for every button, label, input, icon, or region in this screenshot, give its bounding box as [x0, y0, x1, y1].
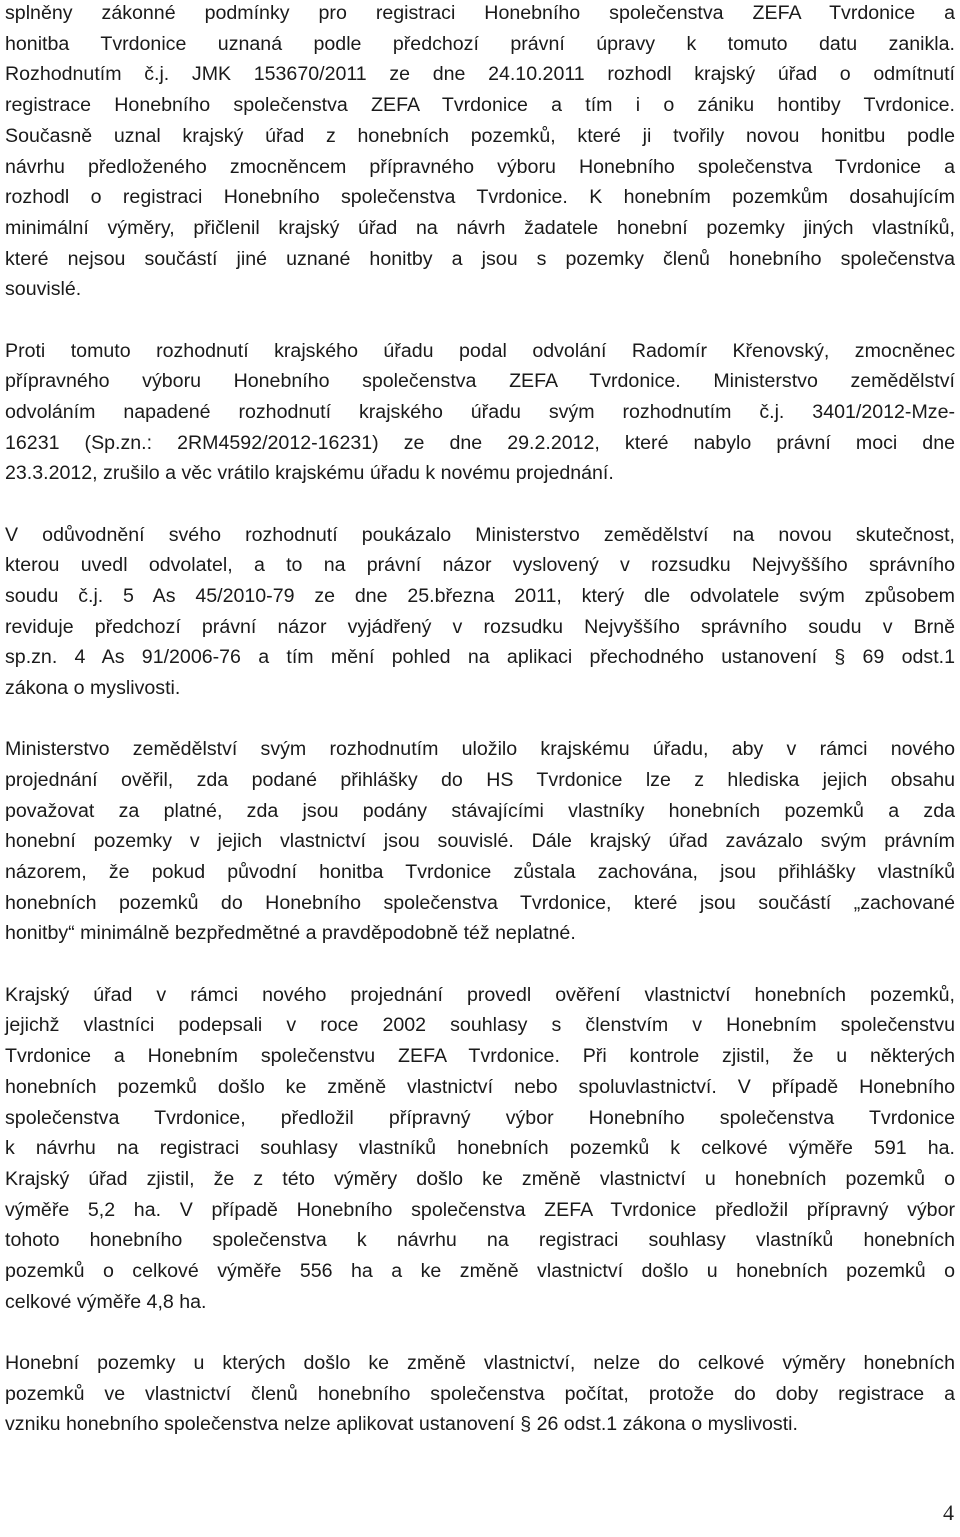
paragraph-spacer: [5, 305, 955, 336]
document-page: [5, 0, 955, 1440]
text-line: 23.3.2012, zrušilo a věc vrátilo krajskému úřadu k novému projednání.: [5, 462, 614, 485]
text-line: přípravného výboru Honebního společenstva ZEFA Tvrdonice. Ministerstvo zemědělství: [5, 370, 955, 393]
paragraph-spacer: [5, 704, 955, 735]
text-line: výměře 5,2 ha. V případě Honebního společenstva ZEFA Tvrdonice předložil přípravný výbor: [5, 1198, 955, 1221]
page-number: 4: [943, 1500, 954, 1525]
paragraph-ministry-instructions: [5, 734, 955, 949]
paragraph-conclusion: [5, 1348, 955, 1440]
text-line: celkové výměře 4,8 ha.: [5, 1290, 207, 1313]
paragraph-spacer: [5, 1317, 955, 1348]
text-line: honebních pozemků do Honebního společenstva Tvrdonice, které jsou součástí „zachované: [5, 891, 955, 914]
text-line: návrhu předloženého zmocněncem přípravného výboru Honebního společenstva Tvrdonice a: [5, 155, 955, 178]
text-line: honebních pozemků došlo ke změně vlastnictví nebo spoluvlastnictví. V případě Honebního: [5, 1075, 955, 1098]
text-line: vzniku honebního společenstva nelze aplikovat ustanovení § 26 odst.1 zákona o myslivosti.: [5, 1413, 798, 1436]
text-line: honební pozemky v jejich vlastnictví jsou souvislé. Dále krajský úřad zavázalo svým právním: [5, 830, 955, 853]
text-line: jejichž vlastníci podepsali v roce 2002 souhlasy s členstvím v Honebním společenstvu: [5, 1014, 955, 1037]
text-line: které nejsou součástí jiné uznané honitby a jsou s pozemky členů honebního společenstva: [5, 247, 955, 270]
paragraph-appeal: [5, 336, 955, 490]
text-line: považovat za platné, zda jsou podány stávajícími vlastníky honebních pozemků a zda: [5, 799, 955, 822]
text-line: registrace Honebního společenstva ZEFA Tvrdonice a tím i o zániku hontiby Tvrdonice.: [5, 94, 955, 117]
text-line: Ministerstvo zemědělství svým rozhodnutím uložilo krajskému úřadu, aby v rámci nového: [5, 738, 955, 761]
text-line: rozhodl o registraci Honebního společenstva Tvrdonice. K honebním pozemkům dosahujícím: [5, 186, 955, 209]
text-line: Krajský úřad v rámci nového projednání provedl ověření vlastnictví honebních pozemků,: [5, 983, 955, 1006]
paragraph-spacer: [5, 949, 955, 980]
paragraph-justification: [5, 520, 955, 704]
text-line: souvislé.: [5, 278, 82, 301]
text-line: splněny zákonné podmínky pro registraci Honebního společenstva ZEFA Tvrdonice a: [5, 2, 955, 24]
text-line: Rozhodnutím č.j. JMK 153670/2011 ze dne 24.10.2011 rozhodl krajský úřad o odmítnutí: [5, 63, 955, 86]
text-line: zákona o myslivosti.: [5, 677, 181, 700]
text-line: názorem, že pokud původní honitba Tvrdonice zůstala zachována, jsou přihlášky vlastníků: [5, 861, 955, 884]
text-line: soudu č.j. 5 As 45/2010-79 ze dne 25.března 2011, který dle odvolatele svým způsobem: [5, 584, 955, 607]
text-line: Současně uznal krajský úřad z honebních pozemků, které ji tvořily novou honitbu podle: [5, 124, 955, 147]
text-line: pozemků o celkové výměře 556 ha a ke změně vlastnictví došlo u honebních pozemků o: [5, 1260, 955, 1283]
text-line: odvoláním napadené rozhodnutí krajského úřadu svým rozhodnutím č.j. 3401/2012-Mze-: [5, 400, 955, 423]
text-line: Honební pozemky u kterých došlo ke změně vlastnictví, nelze do celkové výměry honebních: [5, 1351, 955, 1374]
text-line: sp.zn. 4 As 91/2006-76 a tím mění pohled na aplikaci přechodného ustanovení § 69 odst.1: [5, 646, 955, 669]
text-line: V odůvodnění svého rozhodnutí poukázalo Ministerstvo zemědělství na novou skutečnost,: [5, 523, 955, 546]
text-line: tohoto honebního společenstva k návrhu na registraci souhlasy vlastníků honebních: [5, 1229, 955, 1252]
paragraph-registration-history: [5, 0, 955, 305]
text-line: Proti tomuto rozhodnutí krajského úřadu podal odvolání Radomír Křenovský, zmocněnec: [5, 339, 955, 362]
paragraph-spacer: [5, 489, 955, 520]
text-line: reviduje předchozí právní názor vyjádřený v rozsudku Nejvyššího správního soudu v Brně: [5, 615, 955, 638]
text-line: kterou uvedl odvolatel, a to na právní názor vyslovený v rozsudku Nejvyššího správního: [5, 554, 955, 577]
text-line: Tvrdonice a Honebním společenstvu ZEFA Tvrdonice. Při kontrole zjistil, že u některých: [5, 1045, 955, 1068]
text-line: 16231 (Sp.zn.: 2RM4592/2012-16231) ze dne 29.2.2012, které nabylo právní moci dne: [5, 431, 955, 454]
text-line: pozemků ve vlastnictví členů honebního společenstva počítat, protože do doby registrace a: [5, 1382, 955, 1405]
text-line: honitba Tvrdonice uznaná podle předchozí právní úpravy k tomuto datu zanikla.: [5, 32, 955, 55]
text-line: minimální výměry, přičlenil krajský úřad na návrh žadatele honební pozemky jiných vlastníků,: [5, 216, 955, 239]
text-line: společenstva Tvrdonice, předložil přípravný výbor Honebního společenstva Tvrdonice: [5, 1106, 955, 1129]
paragraph-verification: [5, 980, 955, 1318]
text-line: honitby“ minimálně bezpředmětné a pravděpodobně též neplatné.: [5, 922, 576, 945]
text-line: k návrhu na registraci souhlasy vlastníků honebních pozemků k celkové výměře 591 ha.: [5, 1137, 955, 1160]
text-line: Krajský úřad zjistil, že z této výměry došlo ke změně vlastnictví u honebních pozemků o: [5, 1167, 955, 1190]
text-line: projednání ověřil, zda podané přihlášky do HS Tvrdonice lze z hlediska jejich obsahu: [5, 768, 955, 791]
